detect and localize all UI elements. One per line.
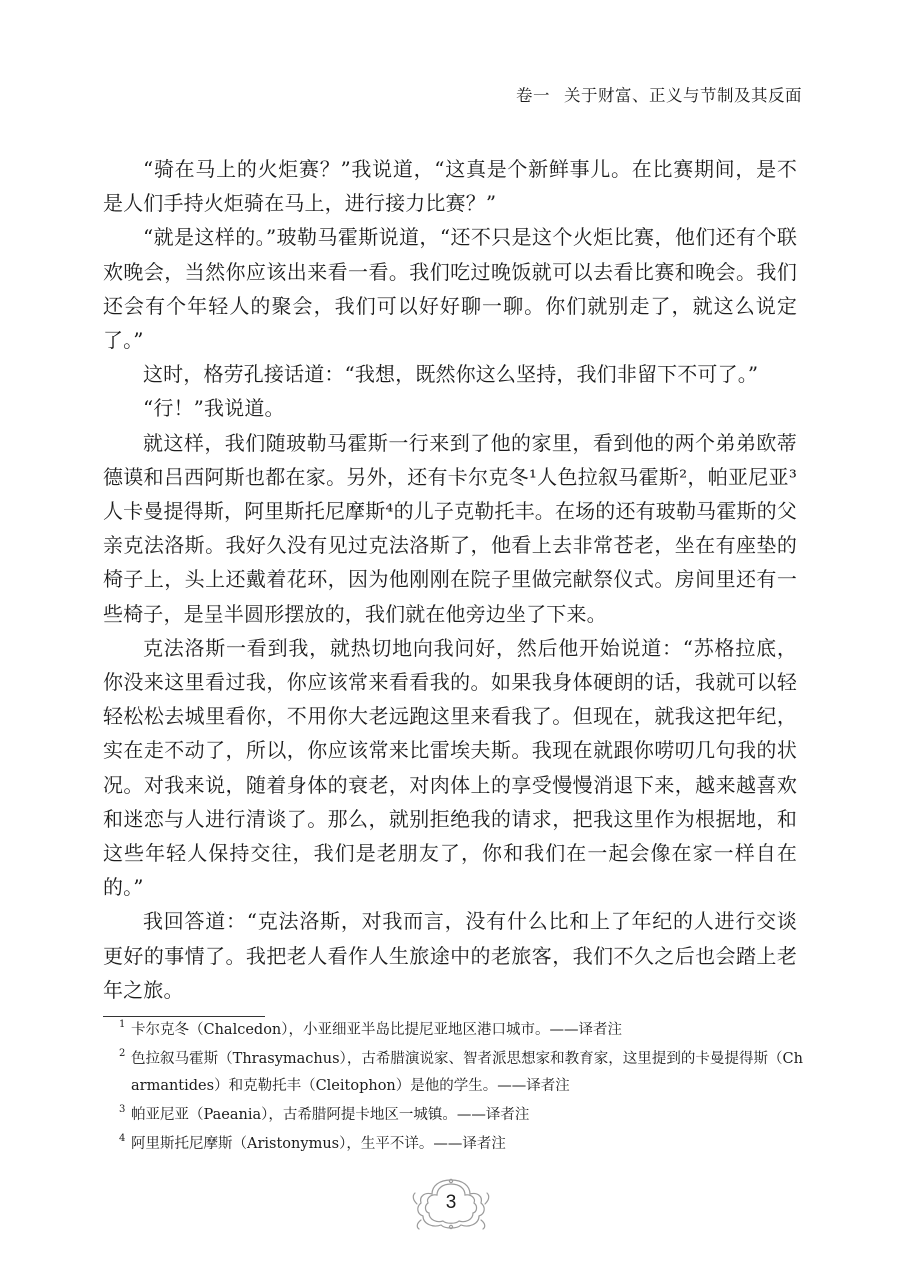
footnote [119,1102,803,1129]
volume-label: 卷一 [516,86,550,105]
paragraph: 我回答道：“克法洛斯，对我而言，没有什么比和上了年纪的人进行交谈更好的事情了。我把老人看作人生旅途中的老旅客，我们不久之后也会踏上老年之旅。 [103,909,797,1002]
footnote [119,1131,803,1158]
page-number: 3 [445,1192,457,1213]
paragraph: “就是这样的。”玻勒马霍斯说道，“还不只是这个火炬比赛，他们还有个联欢晚会，当然你应该出来看一看。我们吃过晚饭就可以去看比赛和晚会。我们还会有个年轻人的聚会，我们可以好好聊一聊。你们就别走了，就这么说定了。” [103,225,797,353]
footnote-number: 3 [119,1104,126,1115]
body-text [103,152,797,1007]
footnote-number: 1 [119,1019,126,1030]
paragraph: 这时，格劳孔接话道：“我想，既然你这么坚持，我们非留下不可了。” [143,362,759,387]
paragraph: 就这样，我们随玻勒马霍斯一行来到了他的家里，看到他的两个弟弟欧蒂德谟和吕西阿斯也都在家。另外，还有卡尔克冬¹人色拉叙马霍斯²，帕亚尼亚³人卡曼提得斯，阿里斯托尼摩斯⁴的儿子克勒托丰。在场的还有玻勒马霍斯的父亲克法洛斯。我好久没有见过克法洛斯了，他看上去非常苍老，坐在有座垫的椅子上，头上还戴着花环，因为他刚刚在院子里做完献祭仪式。房间里还有一些椅子，是呈半圆形摆放的，我们就在他旁边坐了下来。 [103,430,797,626]
chapter-title: 关于财富、正义与节制及其反面 [564,86,802,105]
footnote-text: 阿里斯托尼摩斯（Aristonymus），生平不详。——译者注 [131,1136,506,1152]
footnote [119,1017,803,1044]
footnote-text: 帕亚尼亚（Paeania），古希腊阿提卡地区一城镇。——译者注 [131,1107,530,1123]
footnotes [119,1017,803,1160]
footnote-number: 2 [119,1048,126,1059]
running-header [516,82,802,106]
paragraph: 克法洛斯一看到我，就热切地向我问好，然后他开始说道：“苏格拉底，你没来这里看过我，你应该常来看看我的。如果我身体硬朗的话，我就可以轻轻松松去城里看你，不用你大老远跑这里来看我了。但现在，就我这把年纪，实在走不动了，所以，你应该常来比雷埃夫斯。我现在就跟你唠叨几句我的状况。对我来说，随着身体的衰老，对肉体上的享受慢慢消退下来，越来越喜欢和迷恋与人进行清谈了。那么，就别拒绝我的请求，把我这里作为根据地，和这些年轻人保持交往，我们是老朋友了，你和我们在一起会像在家一样自在的。” [103,635,797,900]
footnote-number: 4 [119,1133,126,1144]
paragraph: “行！”我说道。 [143,396,285,421]
footnote-text: 卡尔克冬（Chalcedon），小亚细亚半岛比提尼亚地区港口城市。——译者注 [131,1022,623,1038]
paragraph: “骑在马上的火炬赛？”我说道，“这真是个新鲜事儿。在比赛期间，是不是人们手持火炬骑在马上，进行接力比赛？” [103,157,797,216]
footnote-text: 色拉叙马霍斯（Thrasymachus），古希腊演说家、智者派思想家和教育家，这里提到的卡曼提得斯（Charmantides）和克勒托丰（Cleitophon）是他的学生。——译者注 [131,1051,803,1094]
footnote [119,1046,803,1100]
